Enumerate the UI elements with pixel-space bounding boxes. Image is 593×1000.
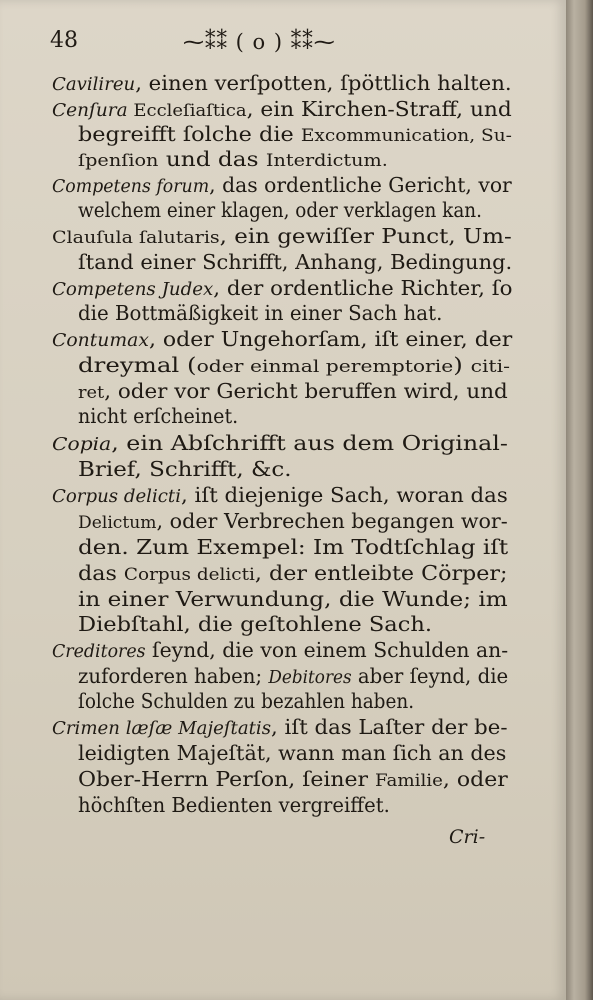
text-line (52, 275, 512, 303)
text-run: dreymal ( (78, 353, 197, 377)
text-run: Eccleſiaſtica (127, 101, 247, 121)
text-run: citi- (470, 357, 510, 377)
term: Cavilireu (52, 75, 136, 95)
text-run: ret (78, 383, 105, 403)
text-line (78, 688, 414, 714)
text-line (78, 403, 238, 429)
text-line (52, 223, 512, 251)
text-run: , oder Verbrechen begangen wor- (156, 509, 508, 533)
text-run: , einen verſpotten, ſpöttlich halten. (135, 71, 512, 95)
text-line (78, 121, 512, 149)
text-run: Diebſtahl, die geſtohlene Sach. (78, 612, 433, 636)
text-run: , ein gewiſſer Punct, Um- (219, 224, 512, 248)
text-run: aber ſeynd, die (351, 664, 509, 688)
text-run: , iſt das Laſter der be- (271, 715, 508, 739)
text-run: zuforderen haben; (78, 664, 269, 688)
text-run: , der entleibte Cörper; (254, 561, 508, 585)
text-line (78, 740, 506, 766)
text-run: , oder (442, 767, 508, 791)
text-run: Delictum (78, 513, 157, 533)
page-number: 48 (50, 28, 78, 53)
text-line (78, 146, 388, 174)
text-line (52, 482, 508, 510)
text-line (52, 326, 512, 354)
term: Debitores (268, 668, 352, 688)
text-run: den. Zum Exempel: Im Todtſchlag iſt (78, 535, 509, 559)
text-run: , oder vor Gericht beruffen wird, und (104, 379, 508, 403)
text-line (78, 508, 508, 536)
text-run: begreifft ſolche die (78, 122, 301, 146)
text-line (78, 249, 512, 275)
text-run: Excommunication, Su- (300, 126, 512, 146)
text-line (78, 766, 508, 794)
text-run: höchſten Bedienten vergreiffet. (78, 793, 390, 817)
text-line (52, 70, 512, 98)
text-run: Ober-Herrn Perſon, ſeiner (78, 767, 376, 791)
text-run: in einer Verwundung, die Wunde; im (78, 587, 508, 611)
text-run: nicht erſcheinet. (78, 404, 239, 428)
text-run: Corpus delicti (123, 565, 255, 585)
text-run: leidigten Majeſtät, wann man ſich an des (78, 741, 507, 765)
text-run: ſeynd, die von einem Schulden an- (145, 638, 509, 662)
text-run: und das (158, 147, 266, 171)
text-run: Clauſula ſalutaris (52, 228, 220, 248)
text-line (78, 378, 508, 406)
text-run: das (78, 561, 124, 585)
text-line (78, 663, 508, 691)
text-run: , oder Ungehorſam, iſt einer, der (148, 327, 513, 351)
text-line (78, 534, 508, 560)
term: Corpus delicti (52, 487, 182, 507)
text-run: , ein Abſchrifft aus dem Original- (111, 431, 508, 455)
catchword: Cri- (449, 826, 486, 848)
text-run: Brief, Schrifft, &c. (78, 457, 292, 481)
text-run: ſtand einer Schrifft, Anhang, Bedingung. (78, 250, 513, 274)
text-line (78, 300, 442, 326)
text-line (78, 586, 508, 612)
term: Crimen læſæ Majeſtatis (52, 719, 272, 739)
text-line (52, 714, 508, 742)
page-edge (566, 0, 593, 1000)
text-line (78, 456, 292, 482)
text-run: , iſt diejenige Sach, woran das (181, 483, 508, 507)
text-run: , ein Kirchen-Straff, und (246, 97, 512, 121)
text-line (78, 560, 508, 588)
term: Creditores (52, 642, 146, 662)
text-line (78, 352, 510, 380)
text-run: ſolche Schulden zu bezahlen haben. (78, 689, 415, 713)
text-run: ) (453, 353, 471, 377)
text-run: oder einmal peremptorie (196, 357, 454, 377)
text-run: welchem einer klagen, oder verklagen kan. (78, 198, 482, 222)
text-line (78, 197, 482, 223)
header-ornament: ⁓⁑⁑ ( o ) ⁑⁑⁓ (183, 30, 336, 54)
text-line (52, 637, 508, 665)
text-run: , das ordentliche Gericht, vor (209, 173, 512, 197)
term: Competens Judex (52, 280, 214, 300)
text-run: die Bottmäßigkeit in einer Sach hat. (78, 301, 443, 325)
text-line (52, 172, 512, 200)
term: Competens forum (52, 177, 210, 197)
text-line (78, 792, 390, 818)
text-run: Familie (375, 771, 443, 791)
term: Copia (52, 435, 112, 455)
term: Cenſura (52, 101, 128, 121)
text-line (52, 430, 508, 458)
text-line (52, 96, 512, 124)
term: Contumax (52, 331, 149, 351)
text-line (78, 611, 432, 637)
text-run: Interdictum. (265, 151, 388, 171)
text-run: , der ordentliche Richter, ſo (213, 276, 513, 300)
text-run: ſpenſion (78, 151, 159, 171)
